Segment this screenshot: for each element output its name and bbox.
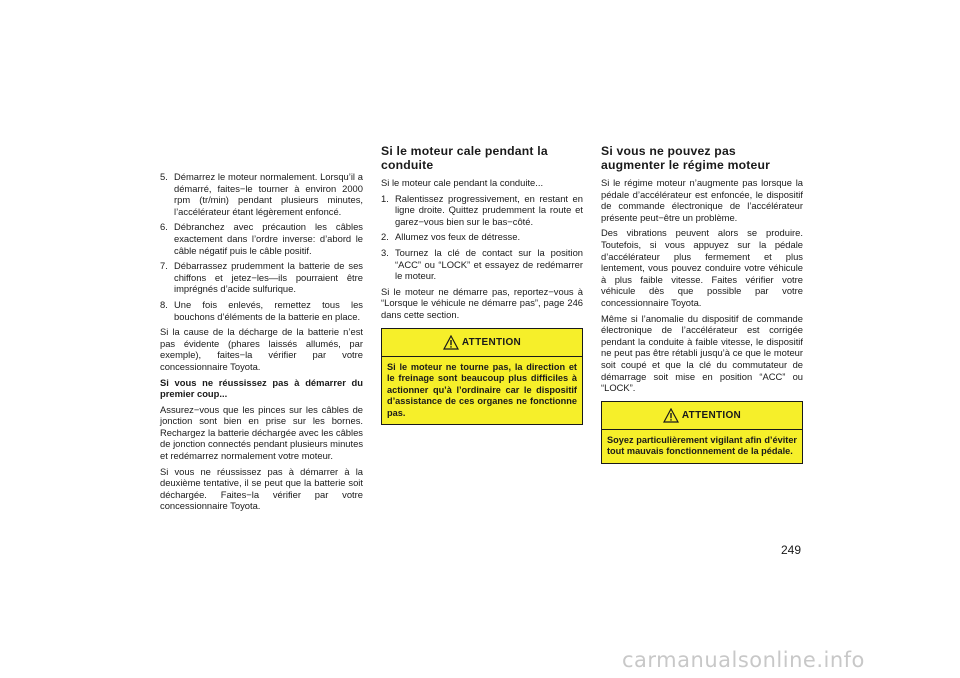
- list-number: 5.: [160, 171, 168, 182]
- attention-box: [601, 401, 803, 464]
- attention-header: [382, 329, 582, 357]
- column-middle: [381, 144, 583, 425]
- attention-label: ATTENTION: [681, 410, 742, 422]
- list-item: [160, 171, 363, 217]
- list-text: Tournez la clé de contact sur la position “ACC” ou “LOCK” et essayez de redémarrer le moteur.: [395, 246, 583, 282]
- list-text: Démarrez le moteur normalement. Lorsqu’il a démarré, faites−le tourner à environ 2000 rpm (tr/min) pendant plusieurs minutes, l’accélérateur étant légèrement enfoncé.: [174, 171, 363, 217]
- list-item: [160, 221, 363, 256]
- column-right: [601, 144, 803, 464]
- paragraph: Si vous ne réussissez pas à démarrer à la deuxième tentative, il se peut que la batterie soit déchargée. Faites−la vérifier par votre concessionnaire Toyota.: [160, 465, 363, 512]
- list-number: 3.: [381, 246, 389, 258]
- paragraph: Si le moteur ne démarre pas, reportez−vous à “Lorsque le véhicule ne démarre pas”, page 246 dans cette section.: [381, 285, 583, 320]
- list-text: Débarrassez prudemment la batterie de ses chiffons et jetez−les—ils pourraient être imprégnés d’acide sulfurique.: [174, 260, 363, 295]
- paragraph: Si la cause de la décharge de la batterie n’est pas évidente (phares laissés allumés, par exemple), faites−la vérifier par votre concessionnaire Toyota.: [160, 326, 363, 372]
- list-item: [381, 193, 583, 228]
- list-number: 8.: [160, 298, 168, 310]
- column-left: [160, 171, 363, 516]
- paragraph: Si le moteur cale pendant la conduite...: [381, 177, 544, 188]
- page-number: 249: [781, 543, 802, 557]
- attention-box: [381, 328, 583, 426]
- list-item: [160, 299, 363, 322]
- list-text: Allumez vos feux de détresse.: [395, 231, 521, 243]
- list-number: 2.: [381, 231, 389, 243]
- list-number: 7.: [160, 260, 168, 272]
- list-number: 6.: [160, 221, 168, 233]
- attention-text: Si le moteur ne tourne pas, la direction et le freinage sont beaucoup plus difficiles à actionner qu’à l’ordinaire car le dispositif d’assistance de ces organes ne fonctionne pas.: [387, 361, 577, 418]
- attention-header: [602, 402, 802, 430]
- attention-label: ATTENTION: [461, 337, 522, 349]
- warning-triangle-icon: [663, 408, 679, 423]
- section-heading: Si vous ne pouvez pas augmenter le régime moteur: [601, 144, 771, 172]
- watermark: carmanualsonline.info: [622, 648, 865, 672]
- list-item: [160, 260, 363, 295]
- paragraph: Assurez−vous que les pinces sur les câbles de jonction sont bien en prise sur les bornes. Rechargez la batterie déchargée avec les câbles de jonction connectés pendant plusieurs minutes et redémarrez normalement votre moteur.: [160, 403, 363, 462]
- list-text: Une fois enlevés, remettez tous les bouchons d’éléments de la batterie en place.: [174, 298, 363, 322]
- paragraph: Des vibrations peuvent alors se produire. Toutefois, si vous appuyez sur la pédale d’accélérateur plus fermement et plus lentement, vous pouvez conduire votre véhicule à plus faible vitesse. Faites vérifier votre véhicule dès que possible par votre concessionnaire Toyota.: [601, 227, 803, 308]
- attention-text: Soyez particulièrement vigilant afin d’éviter tout mauvais fonctionnement de la pédale.: [607, 434, 797, 457]
- list-text: Ralentissez progressivement, en restant en ligne droite. Quittez prudemment la route et garez−vous bien sur le bas−côté.: [395, 192, 583, 227]
- section-heading: Si le moteur cale pendant la conduite: [381, 144, 548, 172]
- paragraph: Si le régime moteur n’augmente pas lorsque la pédale d’accélérateur est enfoncée, le dispositif de commande électronique de l’accélérateur présente peut−être un problème.: [601, 177, 803, 223]
- list-item: [381, 231, 583, 243]
- subheading: Si vous ne réussissez pas à démarrer du premier coup...: [160, 376, 363, 400]
- list-text: Débranchez avec précaution les câbles exactement dans l’ordre inverse: d’abord le câble négatif puis le câble positif.: [174, 221, 363, 256]
- warning-triangle-icon: [443, 335, 459, 350]
- list-number: 1.: [381, 192, 389, 204]
- list-item: [381, 247, 583, 282]
- paragraph: Même si l’anomalie du dispositif de commande électronique de l’accélérateur est corrigée pendant la conduite à faible vitesse, le dispositif ne peut pas être rétabli jusqu’à ce que le moteur soit coupé et que la clé du commutateur de démarrage soit mise en position “ACC” ou “LOCK”.: [601, 312, 803, 394]
